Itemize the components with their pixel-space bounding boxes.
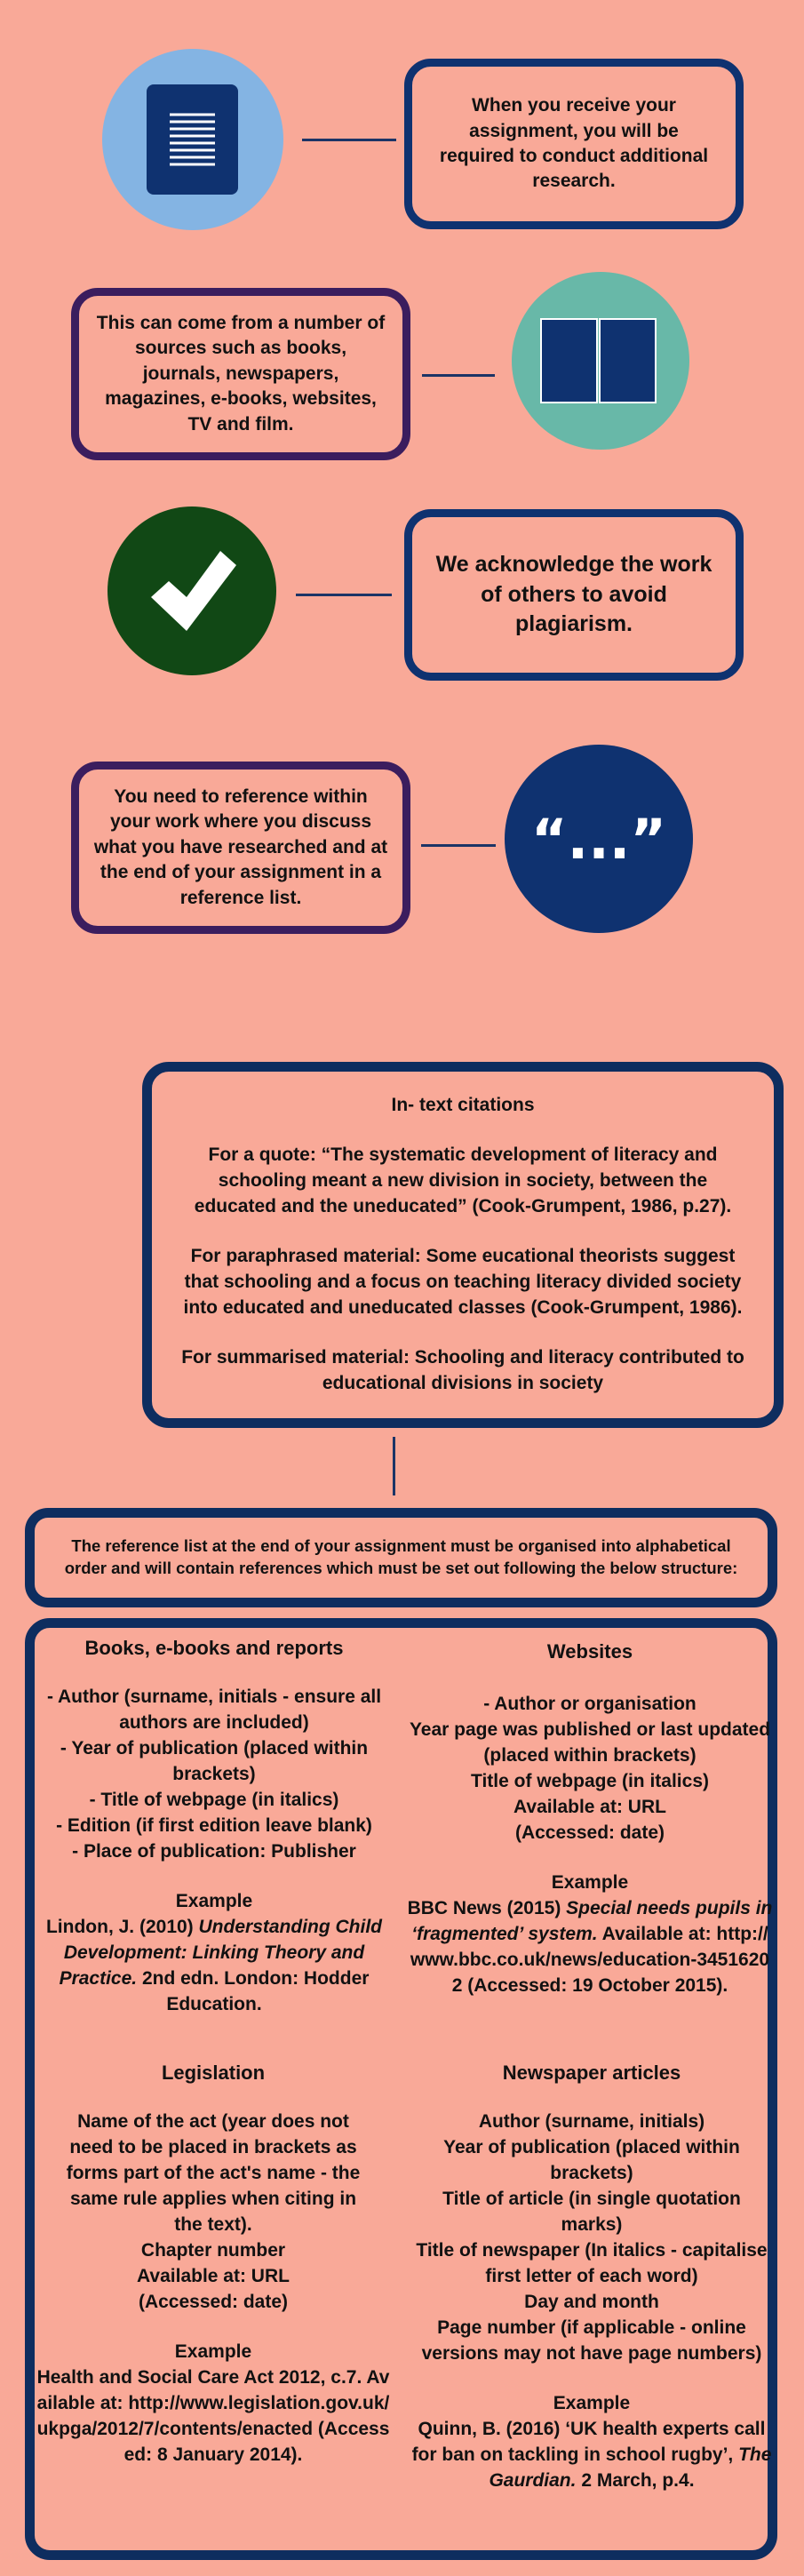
acknowledge-box	[404, 509, 744, 681]
books-title: Books, e-books and reports	[84, 1637, 344, 1659]
legislation-column	[34, 2060, 393, 2468]
newspaper-line: Title of newspaper (In italics - capitalise first letter of each word)	[416, 2240, 768, 2287]
legislation-example: Health and Social Care Act 2012, c.7. Available at: http://www.legislation.gov.uk/ukpga/2012/7/contents/enacted (Accessed: 8 January 2014).	[36, 2367, 390, 2465]
document-icon	[147, 84, 238, 195]
quote-icon-circle	[505, 745, 693, 933]
reference-box	[71, 762, 410, 934]
websites-line: Title of webpage (in italics)	[471, 1771, 709, 1792]
newspaper-line: Year of publication (placed within brackets)	[443, 2137, 740, 2184]
newspaper-example: Quinn, B. (2016) ‘UK health experts call for ban on tackling in school rugby’, The Gaurdian. 2 March, p.4.	[411, 2419, 772, 2491]
websites-example-label: Example	[551, 1872, 629, 1894]
intext-citations-box	[142, 1062, 784, 1428]
legislation-line: Chapter number	[140, 2240, 286, 2261]
reference-list-intro: The reference list at the end of your assignment must be organised into alphabetical order and will contain references which must be set out following the below structure:	[64, 1536, 738, 1577]
books-line: - Place of publication: Publisher	[72, 1841, 356, 1862]
check-icon	[147, 551, 236, 631]
connector-line	[393, 1437, 395, 1495]
newspaper-line: Title of article (in single quotation marks)	[442, 2189, 741, 2236]
legislation-title: Legislation	[161, 2062, 266, 2084]
newspaper-title: Newspaper articles	[502, 2062, 681, 2084]
legislation-line: (Accessed: date)	[138, 2292, 289, 2313]
connector-line	[421, 844, 496, 847]
sources-box	[71, 288, 410, 460]
quote-icon: “...”	[530, 806, 667, 872]
books-line: - Year of publication (placed within brackets)	[60, 1738, 369, 1785]
websites-line: Year page was published or last updated (placed within brackets)	[409, 1719, 771, 1767]
books-line: - Author (surname, initials - ensure all authors are included)	[46, 1687, 382, 1734]
intext-paraphrase: For paraphrased material: Some eucational theorists suggest that schooling and a focus on teaching literacy divided society into educated and uneducated classes (Cook-Grumpent, 1986).	[183, 1245, 743, 1318]
acknowledge-text: We acknowledge the work of others to avoid plagiarism.	[435, 551, 712, 637]
newspaper-line: Author (surname, initials)	[478, 2111, 705, 2133]
connector-line	[422, 374, 495, 377]
newspaper-line: Page number (if applicable - online versions may not have page numbers)	[421, 2317, 762, 2365]
books-example-label: Example	[175, 1891, 253, 1912]
newspaper-line: Day and month	[524, 2292, 659, 2313]
intext-summary: For summarised material: Schooling and literacy contributed to educational divisions in society	[181, 1346, 744, 1393]
legislation-line: Name of the act (year does not need to be placed in brackets as forms part of the act's name - the same rule applies when citing in the text).	[66, 2111, 361, 2236]
websites-title: Websites	[546, 1640, 633, 1663]
websites-line: - Author or organisation	[483, 1694, 697, 1715]
books-column	[36, 1635, 393, 2018]
legislation-example-label: Example	[174, 2341, 252, 2363]
books-line: - Title of webpage (in italics)	[89, 1790, 339, 1811]
websites-line: (Accessed: date)	[514, 1822, 665, 1844]
books-line: - Edition (if first edition leave blank)	[56, 1815, 372, 1837]
reference-text: You need to reference within your work where you discuss what you have researched and at the end of your assignment in a reference list.	[93, 786, 388, 908]
book-icon	[540, 318, 657, 403]
websites-column	[407, 1639, 773, 1999]
connector-line	[302, 139, 396, 141]
research-box	[404, 59, 744, 229]
websites-line: Available at: URL	[513, 1797, 666, 1818]
books-example: Lindon, J. (2010) Understanding Child Development: Linking Theory and Practice. 2nd edn. London: Hodder Education.	[45, 1917, 383, 2015]
research-text: When you receive your assignment, you will be required to conduct additional research.	[439, 95, 709, 192]
reference-list-intro-box	[25, 1508, 777, 1607]
websites-example: BBC News (2015) Special needs pupils in ‘fragmented’ system. Available at: http://www.bbc.co.uk/news/education-34516202 (Accessed: 19 October 2015).	[407, 1898, 773, 1997]
intext-quote: For a quote: “The systematic development of literacy and schooling meant a new division in society, between the educated and the uneducated” (Cook-Grumpent, 1986, p.27).	[194, 1144, 732, 1216]
newspaper-column	[410, 2060, 773, 2494]
intext-title: In- text citations	[391, 1095, 535, 1115]
legislation-line: Available at: URL	[137, 2266, 290, 2287]
connector-line	[296, 594, 392, 596]
newspaper-example-label: Example	[553, 2393, 631, 2414]
sources-text: This can come from a number of sources such as books, journals, newspapers, magazines, e-books, websites, TV and film.	[96, 313, 386, 435]
